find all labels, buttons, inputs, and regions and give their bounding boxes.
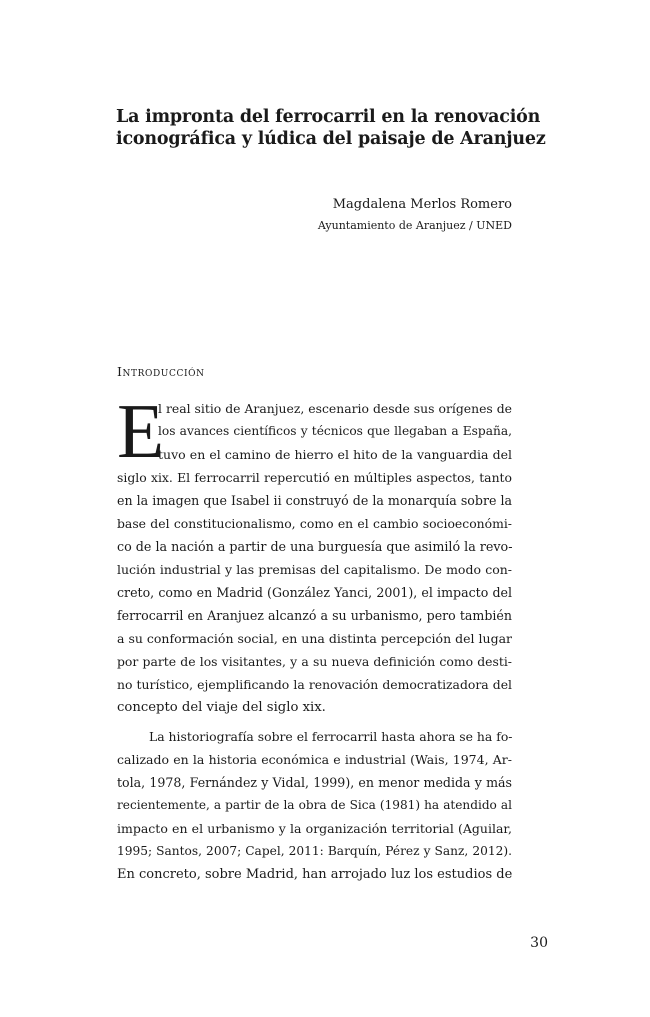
- text-line: impacto en el urbanismo y la organización territorial (Aguilar,: [117, 821, 512, 836]
- text-line: los avances científicos y técnicos que llegaban a España,: [158, 424, 512, 438]
- text-line: 1995; Santos, 2007; Capel, 2011: Barquín, Pérez y Sanz, 2012).: [117, 844, 512, 858]
- text-line: tuvo en el camino de hierro el hito de la vanguardia del: [158, 447, 512, 462]
- body-text: [117, 388, 512, 886]
- text-line: creto, como en Madrid (González Yanci, 2001), el impacto del: [117, 585, 512, 600]
- text-line: ferrocarril en Aranjuez alcanzó a su urbanismo, pero también: [117, 608, 512, 623]
- page-number: 30: [530, 935, 548, 951]
- author-affiliation: Ayuntamiento de Aranjuez / UNED: [317, 219, 512, 232]
- text-line: no turístico, ejemplificando la renovación democratizadora del: [117, 677, 512, 692]
- section-heading: Introducción: [117, 364, 205, 379]
- text-line: calizado en la historia económica e industrial (Wais, 1974, Ar-: [117, 752, 512, 767]
- text-line: a su conformación social, en una distinta percepción del lugar: [117, 631, 512, 646]
- article-title-line-1: La impronta del ferrocarril en la renovación: [116, 107, 541, 127]
- drop-cap: E: [117, 388, 165, 474]
- article-title: [116, 106, 546, 150]
- text-line: tola, 1978, Fernández y Vidal, 1999), en menor medida y más: [117, 775, 512, 790]
- text-line: en la imagen que Isabel ii construyó de la monarquía sobre la: [117, 493, 512, 508]
- text-line: siglo xix. El ferrocarril repercutió en múltiples aspectos, tanto: [117, 470, 512, 485]
- text-line: recientemente, a partir de la obra de Sica (1981) ha atendido al: [117, 798, 512, 812]
- text-line: En concreto, sobre Madrid, han arrojado luz los estudios de: [117, 867, 512, 882]
- text-line: lución industrial y las premisas del capitalismo. De modo con-: [117, 562, 512, 577]
- text-line: por parte de los visitantes, y a su nueva definición como desti-: [117, 654, 512, 669]
- author-name: Magdalena Merlos Romero: [332, 197, 512, 212]
- text-line: co de la nación a partir de una burguesía que asimiló la revo-: [117, 539, 512, 554]
- text-line: base del constitucionalismo, como en el cambio socioeconómi-: [117, 516, 512, 531]
- paragraph-1: [117, 388, 512, 719]
- text-line: La historiografía sobre el ferrocarril hasta ahora se ha fo-: [149, 729, 512, 744]
- paragraph-2: [117, 725, 512, 886]
- text-line: concepto del viaje del siglo xix.: [117, 700, 326, 715]
- article-title-line-2: iconográfica y lúdica del paisaje de Aranjuez: [116, 129, 546, 149]
- text-line: l real sitio de Aranjuez, escenario desde sus orígenes de: [158, 401, 512, 416]
